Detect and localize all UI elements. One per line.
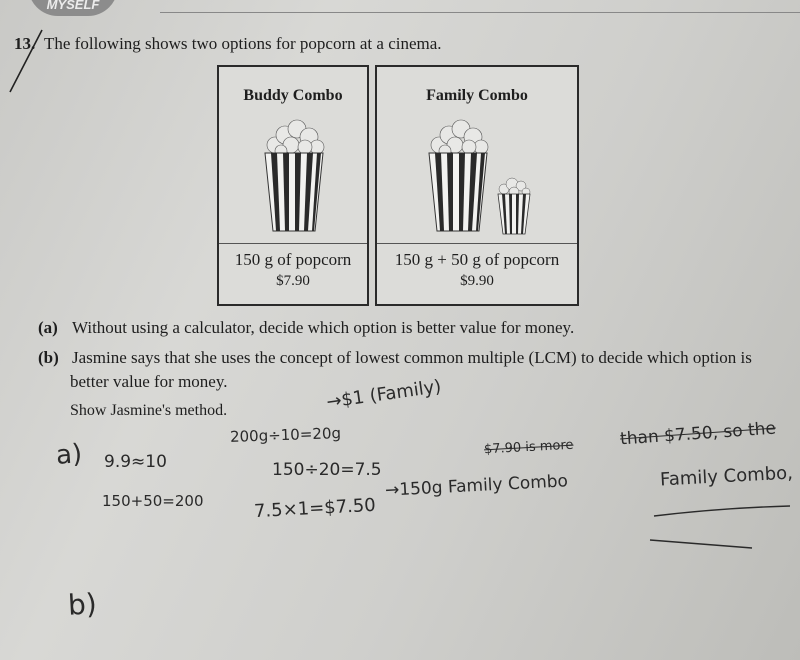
buddy-combo-price: $7.90 bbox=[276, 273, 310, 289]
family-combo-divider bbox=[377, 243, 577, 244]
part-a-label: (a) bbox=[38, 318, 58, 337]
question-text: The following shows two options for popcorn at a cinema. bbox=[44, 34, 442, 53]
part-a bbox=[38, 318, 574, 338]
family-combo-amount: 150 g + 50 g of popcorn bbox=[394, 250, 560, 269]
popcorn-large-icon bbox=[425, 115, 491, 233]
part-b-text-line2: better value for money. bbox=[70, 372, 228, 391]
popcorn-small-icon bbox=[495, 175, 533, 235]
hw-line-sum: 150+50=200 bbox=[102, 492, 204, 510]
buddy-combo-amount: 150 g of popcorn bbox=[234, 250, 352, 269]
buddy-combo-card bbox=[217, 65, 369, 306]
part-b-instruction: Show Jasmine's method. bbox=[70, 402, 228, 419]
buddy-combo-title: Buddy Combo bbox=[243, 87, 343, 104]
family-combo-title: Family Combo bbox=[426, 87, 528, 104]
hw-line-per-unit: 150÷20=7.5 bbox=[272, 460, 382, 480]
part-a-text: Without using a calculator, decide which option is better value for money. bbox=[72, 318, 575, 337]
header-banner: MYSELF bbox=[28, 0, 118, 16]
question-number: 13. bbox=[14, 34, 36, 53]
hw-note-family: →$1 (Family) bbox=[325, 376, 443, 413]
hw-line-division: 200g÷10=20g bbox=[229, 424, 342, 446]
hw-line-rounding: 9.9≈10 bbox=[104, 452, 167, 472]
header-rule bbox=[160, 12, 800, 13]
hw-line-conclusion: →150g Family Combo bbox=[384, 471, 569, 501]
hw-right-line2: Family Combo, bbox=[659, 462, 794, 491]
part-b bbox=[38, 348, 752, 368]
hw-part-b-label: b) bbox=[67, 587, 98, 622]
part-b-text-line1: Jasmine says that she uses the concept of lowest common multiple (LCM) to decide which option is bbox=[72, 348, 752, 367]
hw-underline-marks bbox=[640, 498, 800, 558]
buddy-combo-divider bbox=[219, 243, 367, 244]
family-combo-price: $9.90 bbox=[460, 273, 494, 289]
hw-line-cost: 7.5×1=$7.50 bbox=[253, 494, 377, 523]
part-b-label: (b) bbox=[38, 348, 59, 367]
hw-part-a-label: a) bbox=[54, 439, 84, 471]
hw-crossed-text: $7.90 is more bbox=[483, 437, 574, 458]
hw-right-line1: than $7.50, so the bbox=[619, 418, 777, 450]
popcorn-large-icon bbox=[261, 115, 327, 233]
family-combo-card bbox=[375, 65, 579, 306]
